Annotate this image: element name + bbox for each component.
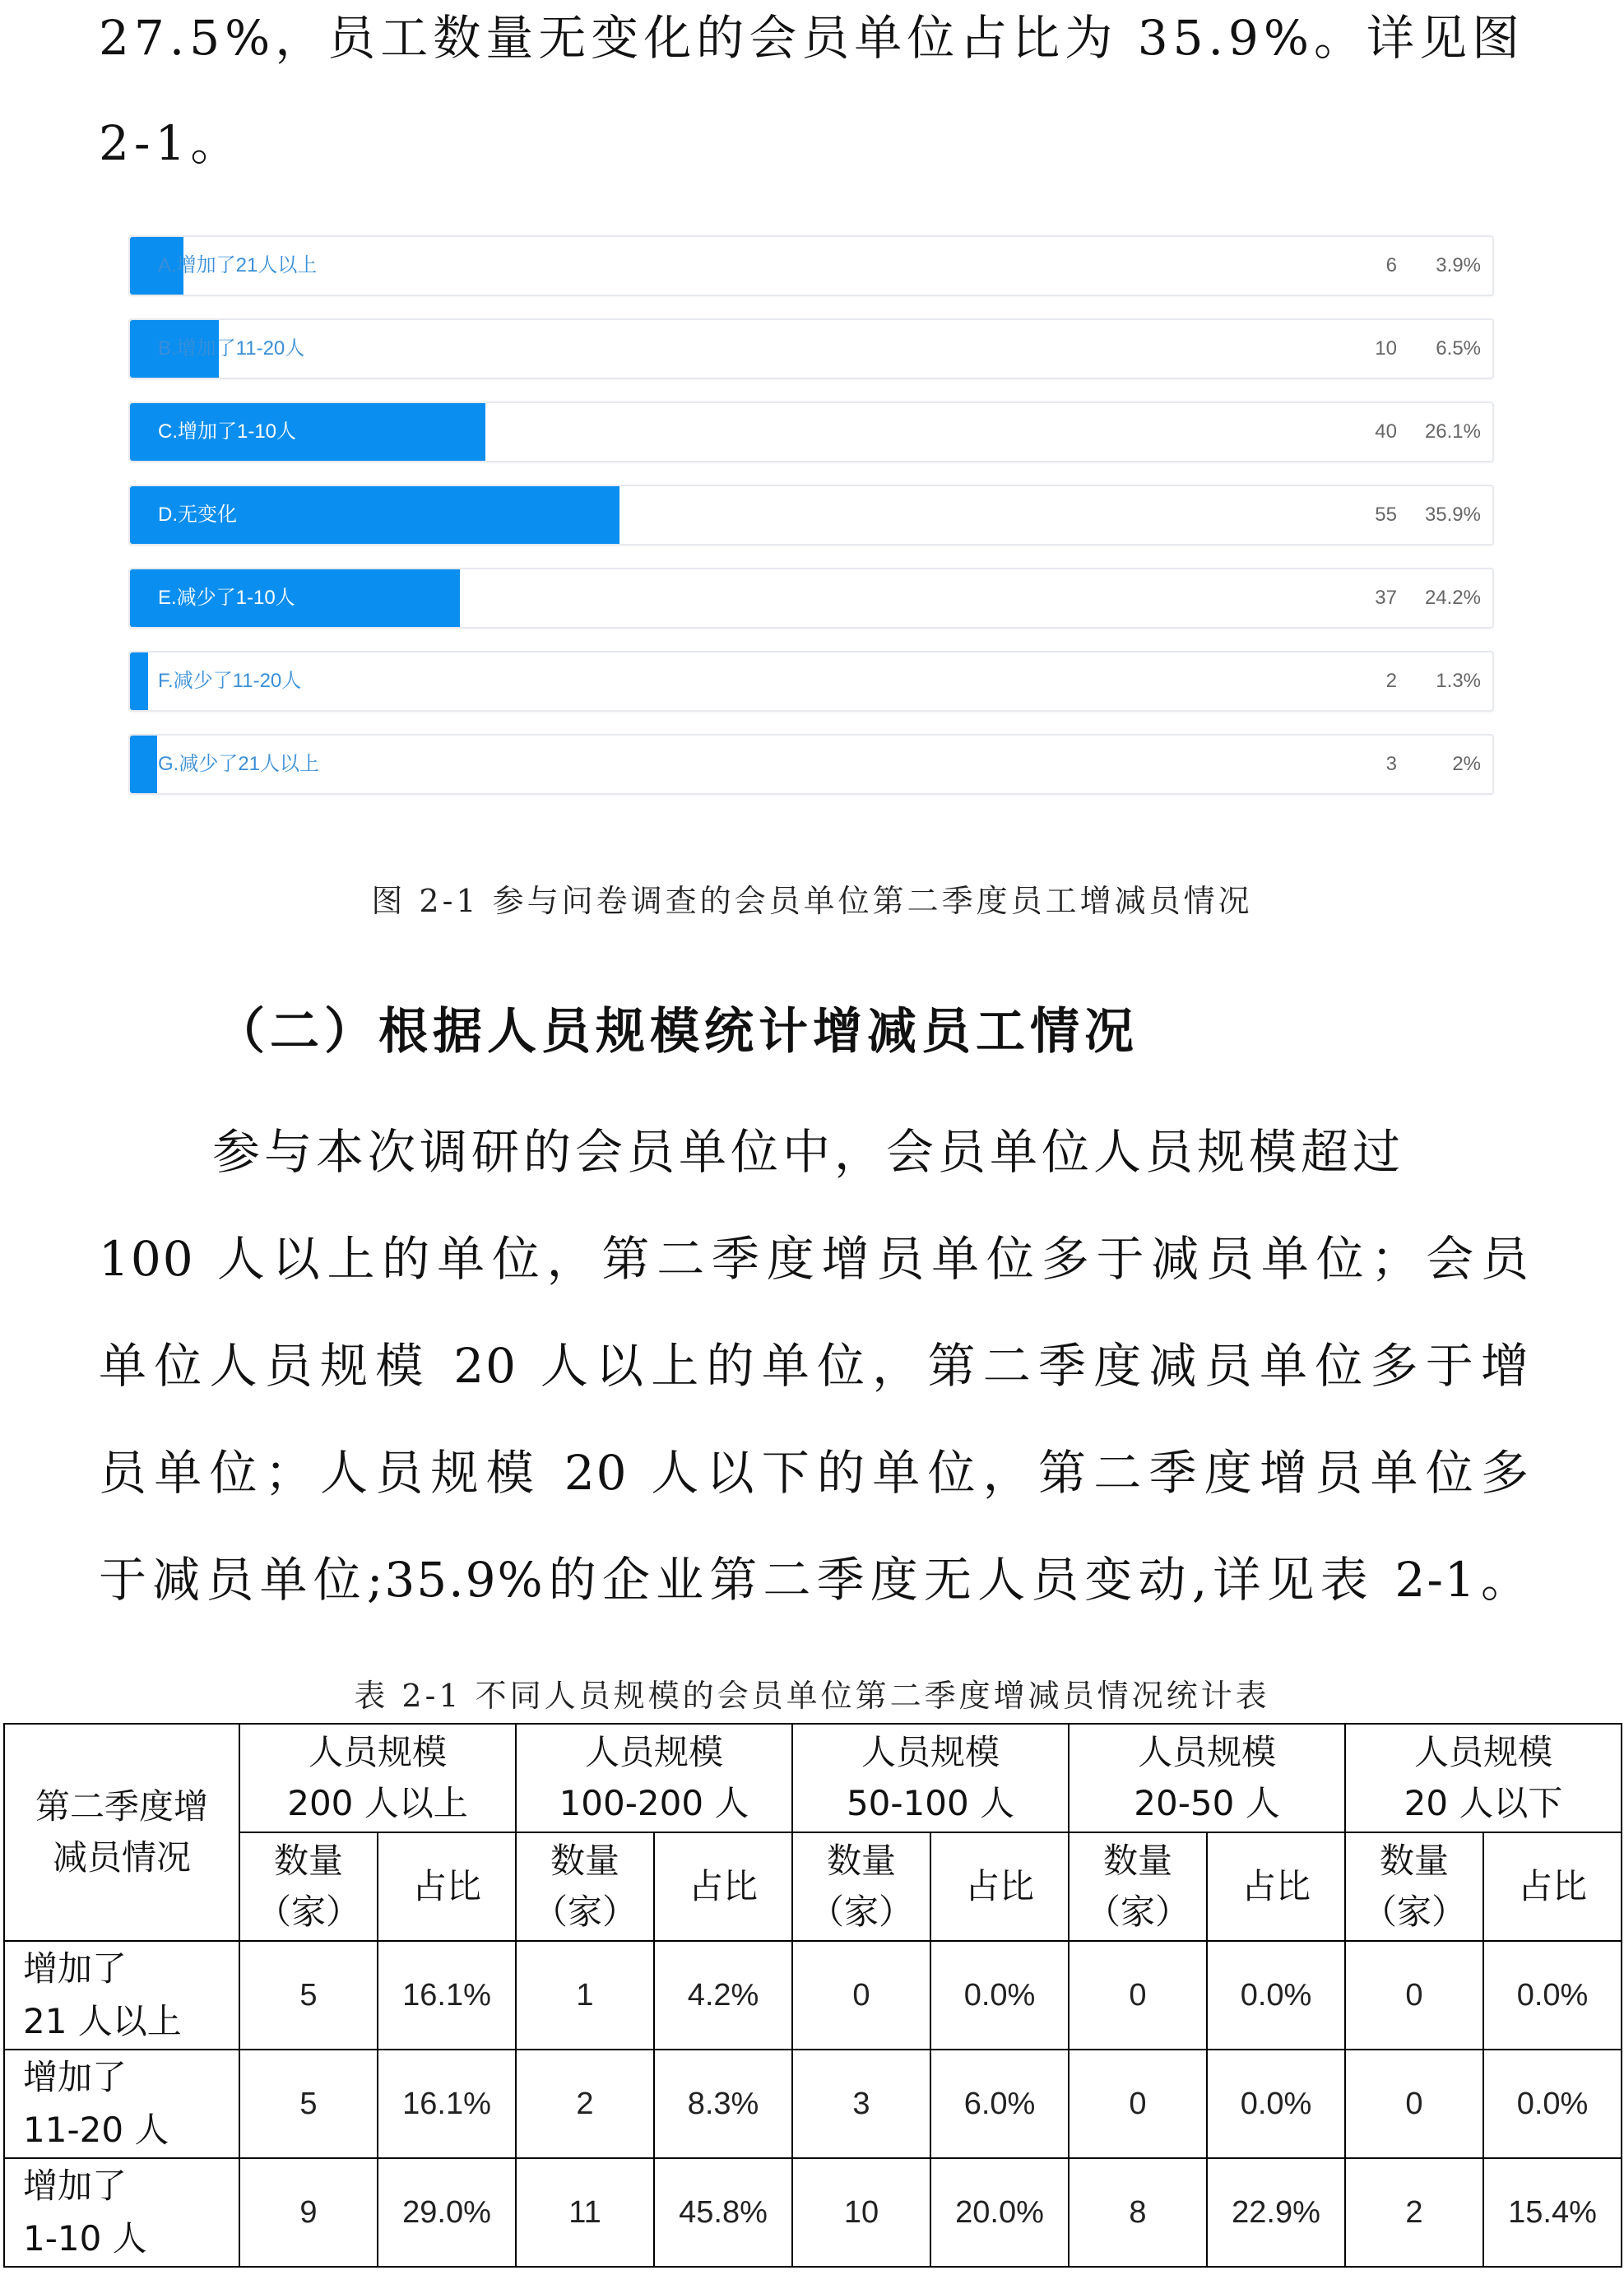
table-header-row [4, 1724, 1622, 1832]
bar-label: G.减少了21人以上 [158, 753, 320, 775]
group-header [792, 1724, 1069, 1832]
corner-header [4, 1724, 239, 1941]
table-cell: 0.0% [1207, 1941, 1345, 2050]
table-cell: 0.0% [1483, 1941, 1622, 2050]
bar-percentage: 2% [1452, 753, 1481, 775]
corner-header-line: 减员情况 [52, 1837, 191, 1878]
table-cell: 15.4% [1483, 2158, 1622, 2267]
table-cell: 1 [516, 1941, 654, 2050]
table-row [4, 1941, 1622, 2050]
sub-header-count [1345, 1832, 1483, 1941]
table-cell: 0 [1069, 1941, 1207, 2050]
paragraph-line: 员单位；人员规模 20 人以下的单位，第二季度增员单位多 [99, 1445, 1530, 1501]
table-row [4, 2158, 1622, 2267]
table-subheader-row [4, 1832, 1622, 1941]
paragraph-line: 27.5%，员工数量无变化的会员单位占比为 35.9%。详见图 [99, 10, 1524, 66]
bar-label: E.减少了1-10人 [158, 587, 295, 609]
bar-percentage: 24.2% [1424, 587, 1481, 609]
group-header-line: 50-100 人 [846, 1783, 1015, 1823]
table-cell: 2 [1345, 2158, 1483, 2267]
bar-percentage: 3.9% [1436, 254, 1481, 276]
row-label-line: 21 人以上 [23, 2001, 182, 2041]
bar-count: 3 [1385, 753, 1397, 775]
group-header [1345, 1724, 1622, 1832]
bar-row [128, 235, 1494, 296]
sub-header-line: 数量 [1379, 1841, 1449, 1881]
paragraph-line: 参与本次调研的会员单位中，会员单位人员规模超过 [212, 1124, 1405, 1180]
bar-label: D.无变化 [158, 504, 237, 526]
bar [130, 736, 157, 793]
paragraph-line: 100 人以上的单位，第二季度增员单位多于减员单位；会员 [99, 1231, 1530, 1287]
bar-percentage: 6.5% [1436, 337, 1481, 360]
sub-header-line: 数量 [273, 1841, 343, 1881]
stats-table [3, 1723, 1622, 2268]
sub-header-line: （家） [256, 1892, 360, 1932]
table-cell: 8 [1069, 2158, 1207, 2267]
paragraph-line: 2-1。 [99, 115, 244, 171]
sub-header-line: 数量 [826, 1841, 896, 1881]
table-cell: 11 [516, 2158, 654, 2267]
sub-header-pct: 占比 [930, 1832, 1069, 1941]
table-cell: 45.8% [654, 2158, 792, 2267]
row-label-line: 1-10 人 [23, 2218, 147, 2259]
bar-count: 40 [1375, 420, 1397, 443]
figure-caption: 图 2-1 参与问卷调查的会员单位第二季度员工增减员情况 [371, 883, 1253, 919]
bar [130, 652, 148, 710]
sub-header-line: （家） [809, 1892, 913, 1932]
row-label [4, 2050, 239, 2158]
section-heading: （二）根据人员规模统计增减员工情况 [216, 1003, 1139, 1061]
table-cell: 22.9% [1207, 2158, 1345, 2267]
table-cell: 6.0% [930, 2050, 1069, 2158]
table-cell: 0.0% [930, 1941, 1069, 2050]
bar-label: F.减少了11-20人 [158, 670, 302, 692]
bar-count: 10 [1375, 337, 1397, 360]
bar-label: C.增加了1-10人 [158, 420, 297, 443]
table-caption: 表 2-1 不同人员规模的会员单位第二季度增减员情况统计表 [354, 1678, 1270, 1714]
table-cell: 8.3% [654, 2050, 792, 2158]
corner-header-line: 第二季度增 [35, 1786, 208, 1827]
table-cell: 16.1% [378, 2050, 516, 2158]
sub-header-pct: 占比 [1207, 1832, 1345, 1941]
row-label [4, 2158, 239, 2267]
table-row [4, 2050, 1622, 2158]
group-header [239, 1724, 516, 1832]
sub-header-line: 数量 [1102, 1841, 1172, 1881]
sub-header-count [792, 1832, 930, 1941]
table-cell: 0 [1345, 2050, 1483, 2158]
table-cell: 5 [239, 1941, 378, 2050]
group-header-line: 人员规模 [584, 1732, 723, 1772]
group-header [1069, 1724, 1345, 1832]
row-label [4, 1941, 239, 2050]
paragraph-line: 于减员单位;35.9%的企业第二季度无人员变动,详见表 2-1。 [99, 1552, 1530, 1608]
table-cell: 0.0% [1483, 2050, 1622, 2158]
bar-row [128, 651, 1494, 712]
table-cell: 4.2% [654, 1941, 792, 2050]
sub-header-pct: 占比 [1483, 1832, 1622, 1941]
table-cell: 2 [516, 2050, 654, 2158]
bar-percentage: 26.1% [1424, 420, 1481, 443]
sub-header-line: （家） [1085, 1892, 1190, 1932]
sub-header-pct: 占比 [654, 1832, 792, 1941]
bar-percentage: 35.9% [1424, 504, 1481, 526]
sub-header-count [1069, 1832, 1207, 1941]
table-cell: 9 [239, 2158, 378, 2267]
bar-row [128, 568, 1494, 629]
bar-row [128, 402, 1494, 462]
group-header-line: 100-200 人 [559, 1783, 749, 1823]
row-label-line: 增加了 [23, 1948, 128, 1989]
group-header-line: 20-50 人 [1134, 1783, 1280, 1823]
table-cell: 10 [792, 2158, 930, 2267]
sub-header-pct: 占比 [378, 1832, 516, 1941]
bar-count: 37 [1375, 587, 1397, 609]
paragraph-line: 单位人员规模 20 人以上的单位，第二季度减员单位多于增 [99, 1338, 1530, 1394]
sub-header-line: 数量 [550, 1841, 619, 1881]
sub-header-count [516, 1832, 654, 1941]
row-label-line: 增加了 [23, 2057, 128, 2097]
group-header-line: 20 人以下 [1404, 1783, 1563, 1823]
group-header [516, 1724, 792, 1832]
row-label-line: 增加了 [23, 2166, 128, 2206]
sub-header-line: （家） [1362, 1892, 1466, 1932]
group-header-line: 人员规模 [861, 1732, 1000, 1772]
bar-count: 55 [1375, 504, 1397, 526]
table-cell: 0 [1345, 1941, 1483, 2050]
table-cell: 20.0% [930, 2158, 1069, 2267]
table-cell: 0 [1069, 2050, 1207, 2158]
table-cell: 0 [792, 1941, 930, 2050]
group-header-line: 人员规模 [1414, 1732, 1553, 1772]
table-cell: 5 [239, 2050, 378, 2158]
table-cell: 29.0% [378, 2158, 516, 2267]
group-header-line: 人员规模 [308, 1732, 447, 1772]
table-cell: 16.1% [378, 1941, 516, 2050]
bar-label: B.增加了11-20人 [158, 337, 305, 360]
sub-header-line: （家） [532, 1892, 637, 1932]
bar-count: 6 [1385, 254, 1397, 276]
bar-label: A.增加了21人以上 [158, 254, 318, 276]
bar-row [128, 485, 1494, 546]
table-cell: 3 [792, 2050, 930, 2158]
table-cell: 0.0% [1207, 2050, 1345, 2158]
bar-row [128, 318, 1494, 379]
bar-count: 2 [1385, 670, 1397, 692]
group-header-line: 200 人以上 [287, 1783, 468, 1823]
bar-row [128, 734, 1494, 795]
row-label-line: 11-20 人 [23, 2110, 169, 2150]
group-header-line: 人员规模 [1137, 1732, 1276, 1772]
sub-header-count [239, 1832, 378, 1941]
bar-percentage: 1.3% [1436, 670, 1481, 692]
